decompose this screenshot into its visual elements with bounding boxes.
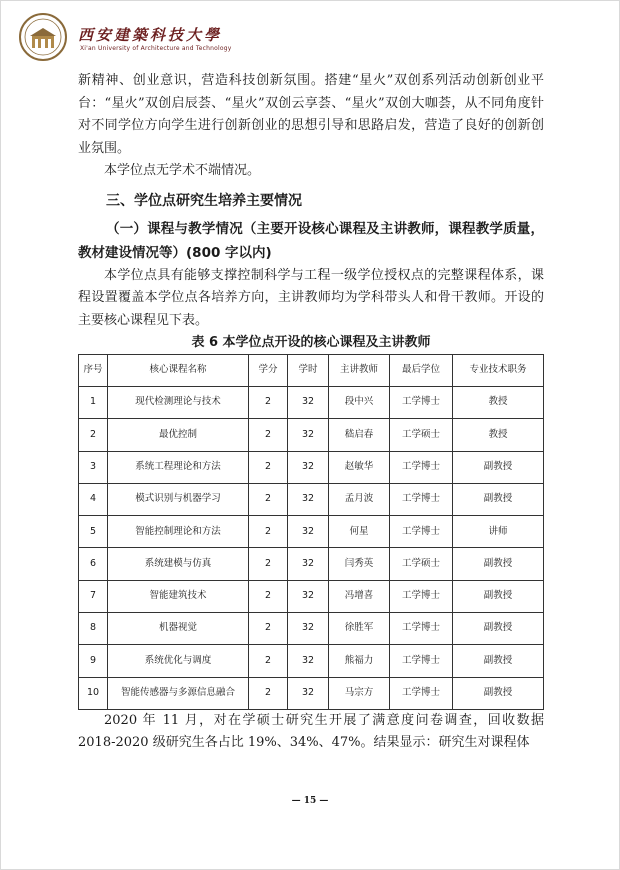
- university-logo-icon: [18, 12, 68, 62]
- header-index: 序号: [79, 355, 108, 387]
- table-row: [79, 645, 544, 677]
- cell-index: 7: [79, 580, 108, 612]
- cell-index: 4: [79, 483, 108, 515]
- table-row: [79, 677, 544, 709]
- table-row: [79, 580, 544, 612]
- cell-teacher: 嵇启春: [329, 419, 390, 451]
- cell-teacher: 冯增喜: [329, 580, 390, 612]
- cell-course: 现代检测理论与技术: [108, 387, 249, 419]
- cell-course: 系统工程理论和方法: [108, 451, 249, 483]
- cell-credits: 2: [249, 580, 288, 612]
- cell-course: 智能建筑技术: [108, 580, 249, 612]
- page-header: [18, 12, 598, 64]
- cell-hours: 32: [288, 387, 329, 419]
- cell-index: 2: [79, 419, 108, 451]
- cell-index: 9: [79, 645, 108, 677]
- header-course: 核心课程名称: [108, 355, 249, 387]
- cell-title: 教授: [453, 419, 544, 451]
- university-name-cn: 西安建築科技大學: [78, 26, 223, 44]
- header-title: 专业技术职务: [453, 355, 544, 387]
- cell-course: 智能控制理论和方法: [108, 516, 249, 548]
- cell-index: 5: [79, 516, 108, 548]
- table-row: [79, 451, 544, 483]
- cell-hours: 32: [288, 548, 329, 580]
- section-heading: 三、学位点研究生培养主要情况: [106, 192, 302, 209]
- cell-degree: 工学博士: [390, 613, 453, 645]
- core-courses-table: [78, 354, 544, 710]
- subsection-heading: （一）课程与教学情况（主要开设核心课程及主讲教师，课程教学质量，教材建设情况等）(800 字以内): [78, 220, 544, 261]
- cell-hours: 32: [288, 677, 329, 709]
- cell-hours: 32: [288, 483, 329, 515]
- cell-teacher: 熊福力: [329, 645, 390, 677]
- cell-index: 3: [79, 451, 108, 483]
- cell-degree: 工学博士: [390, 580, 453, 612]
- cell-teacher: 徐胜军: [329, 613, 390, 645]
- cell-credits: 2: [249, 483, 288, 515]
- subsection-paragraph: 本学位点具有能够支撑控制科学与工程一级学位授权点的完整课程体系，课程设置覆盖本学位点各培养方向，主讲教师均为学科带头人和骨干教师。开设的主要核心课程见下表。: [78, 267, 544, 328]
- cell-hours: 32: [288, 516, 329, 548]
- cell-title: 教授: [453, 387, 544, 419]
- cell-degree: 工学博士: [390, 645, 453, 677]
- table-header-row: [79, 355, 544, 387]
- cell-degree: 工学博士: [390, 516, 453, 548]
- intro-paragraph-1: 新精神、创业意识，营造科技创新氛围。搭建“星火”双创系列活动创新创业平台：“星火”双创启辰荟、“星火”双创云享荟、“星火”双创大咖荟，从不同角度针对不同学位方向学生进行创新创业的思想引导和思路启发，营造了良好的创新创业氛围。: [78, 73, 544, 156]
- cell-index: 6: [79, 548, 108, 580]
- cell-teacher: 赵敏华: [329, 451, 390, 483]
- cell-title: 副教授: [453, 580, 544, 612]
- table-row: [79, 387, 544, 419]
- cell-hours: 32: [288, 645, 329, 677]
- cell-credits: 2: [249, 419, 288, 451]
- table-row: [79, 483, 544, 515]
- cell-credits: 2: [249, 677, 288, 709]
- cell-index: 1: [79, 387, 108, 419]
- cell-credits: 2: [249, 613, 288, 645]
- cell-course: 模式识别与机器学习: [108, 483, 249, 515]
- cell-title: 副教授: [453, 548, 544, 580]
- table-caption: 表 6 本学位点开设的核心课程及主讲教师: [191, 335, 431, 350]
- header-credits: 学分: [249, 355, 288, 387]
- cell-hours: 32: [288, 419, 329, 451]
- page-number: — 15 —: [291, 796, 329, 806]
- cell-degree: 工学博士: [390, 677, 453, 709]
- header-hours: 学时: [288, 355, 329, 387]
- cell-title: 副教授: [453, 483, 544, 515]
- cell-course: 最优控制: [108, 419, 249, 451]
- table-row: [79, 419, 544, 451]
- cell-title: 讲师: [453, 516, 544, 548]
- table-body: [79, 387, 544, 710]
- cell-degree: 工学硕士: [390, 548, 453, 580]
- header-teacher: 主讲教师: [329, 355, 390, 387]
- intro-paragraph-2: 本学位点无学术不端情况。: [104, 163, 261, 178]
- document-body: [78, 70, 544, 755]
- cell-hours: 32: [288, 451, 329, 483]
- table-row: [79, 548, 544, 580]
- table-row: [79, 613, 544, 645]
- cell-hours: 32: [288, 580, 329, 612]
- cell-course: 系统优化与调度: [108, 645, 249, 677]
- cell-course: 系统建模与仿真: [108, 548, 249, 580]
- cell-credits: 2: [249, 387, 288, 419]
- cell-teacher: 段中兴: [329, 387, 390, 419]
- table-row: [79, 516, 544, 548]
- cell-title: 副教授: [453, 677, 544, 709]
- cell-course: 智能传感器与多源信息融合: [108, 677, 249, 709]
- cell-title: 副教授: [453, 613, 544, 645]
- university-name-en: Xi'an University of Architecture and Technology: [80, 45, 232, 52]
- cell-credits: 2: [249, 516, 288, 548]
- cell-credits: 2: [249, 451, 288, 483]
- cell-credits: 2: [249, 645, 288, 677]
- cell-teacher: 闫秀英: [329, 548, 390, 580]
- cell-index: 8: [79, 613, 108, 645]
- cell-credits: 2: [249, 548, 288, 580]
- cell-teacher: 马宗方: [329, 677, 390, 709]
- cell-teacher: 何星: [329, 516, 390, 548]
- cell-degree: 工学博士: [390, 483, 453, 515]
- cell-degree: 工学博士: [390, 451, 453, 483]
- cell-title: 副教授: [453, 645, 544, 677]
- cell-teacher: 孟月波: [329, 483, 390, 515]
- header-degree: 最后学位: [390, 355, 453, 387]
- cell-index: 10: [79, 677, 108, 709]
- after-table-paragraph: 2020 年 11 月，对在学硕士研究生开展了满意度问卷调查，回收数据 2018-2020 级研究生各占比 19%、34%、47%。结果显示：研究生对课程体: [78, 712, 544, 751]
- cell-title: 副教授: [453, 451, 544, 483]
- cell-degree: 工学博士: [390, 387, 453, 419]
- cell-hours: 32: [288, 613, 329, 645]
- cell-course: 机器视觉: [108, 613, 249, 645]
- cell-degree: 工学硕士: [390, 419, 453, 451]
